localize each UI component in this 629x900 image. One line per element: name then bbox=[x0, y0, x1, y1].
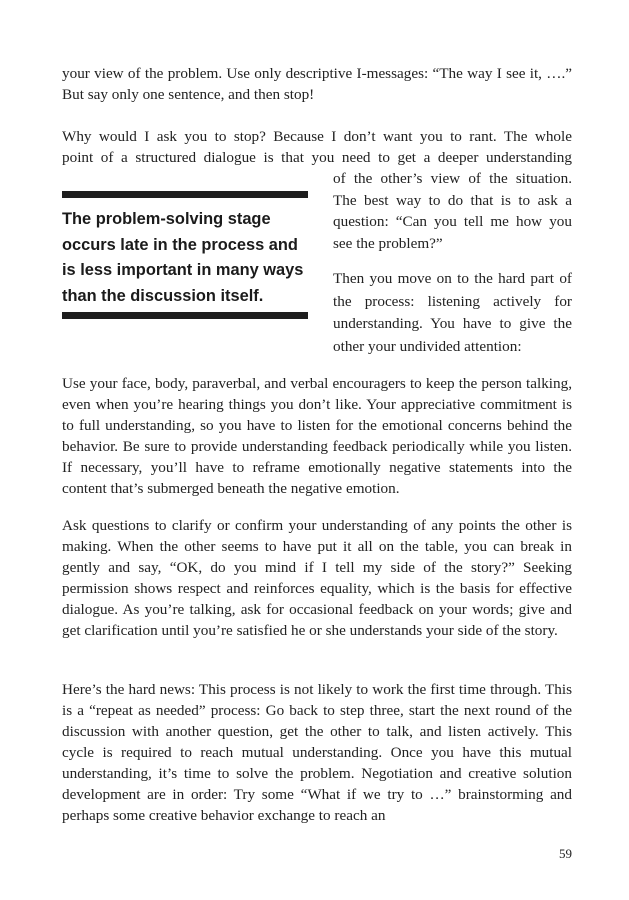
paragraph-hard-news: Here’s the hard news: This process is not likely to work the first time through. This is a “repeat as needed” process: Go back to step three, start the next round of the discussion with another question, get the other to talk, and listen actively. This cycle is required to reach mutual understanding. Once you have this mutual understanding, it’s time to solve the problem. Negotiation and creative solution development are in order: Try some “What if we try to …” brainstorming and perhaps some creative behavior exchange to reach an bbox=[62, 681, 572, 824]
pull-quote-bottom-rule bbox=[62, 312, 308, 319]
paragraph-listening-right-column: Then you move on to the hard part of the process: listening actively for understanding. You have to give the other your undivided attention: bbox=[333, 270, 572, 355]
pull-quote bbox=[62, 191, 308, 321]
page-number: 59 bbox=[559, 846, 572, 861]
pull-quote-text: The problem-solving stage occurs late in the process and is less important in many ways than the discussion itself. bbox=[62, 210, 304, 305]
paragraph-stop-line-2: point of a structured dialogue is that you need to get a deeper understanding bbox=[62, 149, 572, 166]
paragraph-ask-questions: Ask questions to clarify or confirm your understanding of any points the other is making. When the other seems to have put it all on the table, you can break in gently and say, “OK, do you mind if I tell my side of the story?” Seeking permission shows respect and reinforces equality, which is the basis for effective dialogue. As you’re talking, ask for occasional feedback on your words; give and get clarification until you’re satisfied he or she understands your side of the story. bbox=[62, 517, 572, 639]
pull-quote-top-rule bbox=[62, 191, 308, 198]
paragraph-listening-continuation: Use your face, body, paraverbal, and verbal encouragers to keep the person talking, even when you’re hearing things you don’t like. Your appreciative commitment is to full understanding, so you have to listen for the emotional concerns behind the behavior. Be sure to provide understanding feedback periodically while you listen. If necessary, you’ll have to reframe emotionally negative statements into the content that’s submerged beneath the negative emotion. bbox=[62, 375, 572, 497]
paragraph-stop-line-1: Why would I ask you to stop? Because I don’t want you to rant. The whole bbox=[62, 128, 572, 145]
paragraph-stop-right-column: of the other’s view of the situation. The best way to do that is to ask a question: “Can you tell me how you see the problem?” bbox=[333, 170, 572, 252]
paragraph-opening: your view of the problem. Use only descriptive I-messages: “The way I see it, ….” But say only one sentence, and then stop! bbox=[62, 65, 572, 103]
